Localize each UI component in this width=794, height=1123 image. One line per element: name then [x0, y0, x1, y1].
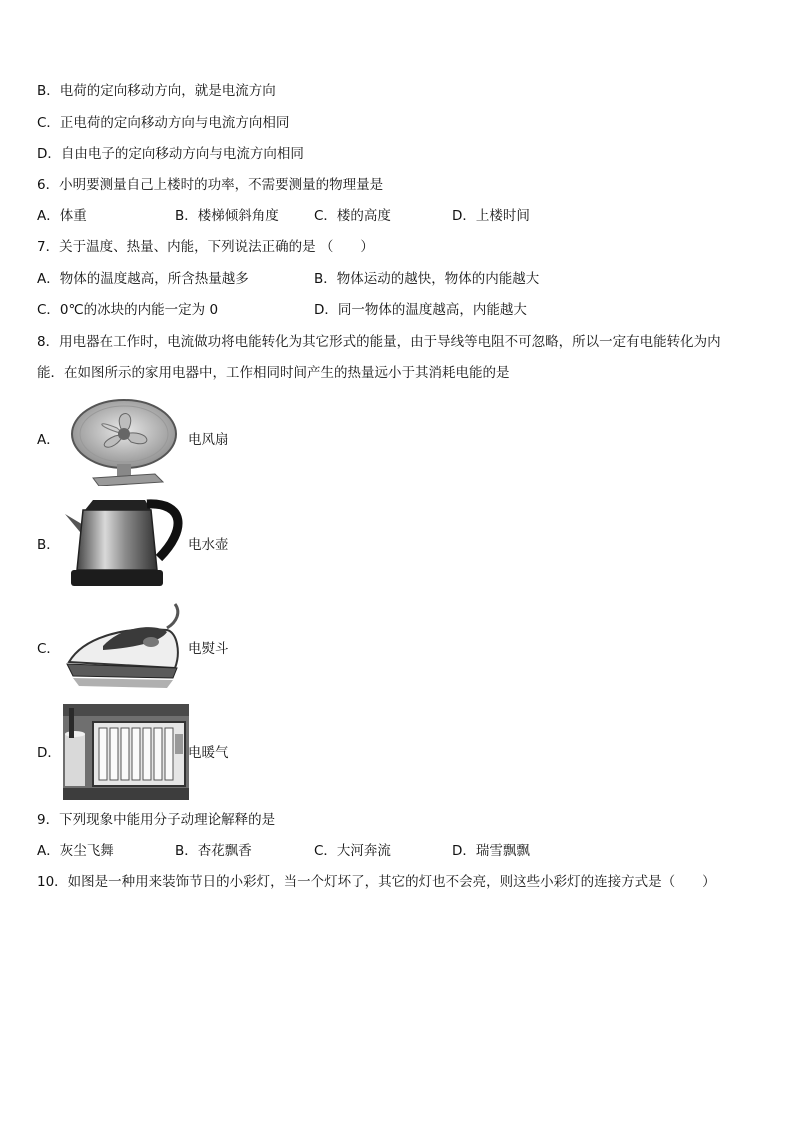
question-6: 6．小明要测量自己上楼时的功率，不需要测量的物理量是 — [37, 177, 384, 193]
q8-option-c-letter: C． — [37, 641, 60, 657]
q6-option-d: D．上楼时间 — [452, 208, 530, 224]
option-c-prev: C．正电荷的定向移动方向与电流方向相同 — [37, 115, 290, 131]
question-9: 9．下列现象中能用分子动理论解释的是 — [37, 812, 276, 828]
q6-option-a: A．体重 — [37, 208, 87, 224]
q7-option-b: B．物体运动的越快，物体的内能越大 — [314, 271, 540, 287]
question-8-line-1: 8．用电器在工作时，电流做功将电能转化为其它形式的能量，由于导线等电阻不可忽略，所以一定有电能转化为内 — [37, 334, 721, 350]
q7-option-d: D．同一物体的温度越高，内能越大 — [314, 302, 527, 318]
q9-option-c: C．大河奔流 — [314, 843, 391, 859]
q9-option-a: A．灰尘飞舞 — [37, 843, 114, 859]
electric-heater-icon — [63, 704, 189, 800]
electric-iron-icon — [63, 602, 185, 692]
q9-option-d: D．瑞雪飘飘 — [452, 843, 530, 859]
q8-option-d-letter: D． — [37, 745, 61, 761]
q8-option-c-label: 电熨斗 — [188, 641, 229, 657]
q9-option-b: B．杏花飘香 — [175, 843, 252, 859]
q6-option-c: C．楼的高度 — [314, 208, 391, 224]
question-7: 7．关于温度、热量、内能，下列说法正确的是 （ ） — [37, 239, 374, 255]
q8-option-b-label: 电水壶 — [188, 537, 229, 553]
q6-option-b: B．楼梯倾斜角度 — [175, 208, 279, 224]
option-b-prev: B．电荷的定向移动方向，就是电流方向 — [37, 83, 276, 99]
option-d-prev: D．自由电子的定向移动方向与电流方向相同 — [37, 146, 304, 162]
electric-kettle-icon — [63, 496, 185, 590]
q8-option-a-letter: A． — [37, 432, 60, 448]
q8-option-a-label: 电风扇 — [188, 432, 229, 448]
q8-option-b-letter: B． — [37, 537, 60, 553]
electric-fan-icon — [63, 398, 185, 486]
question-10: 10．如图是一种用来装饰节日的小彩灯，当一个灯坏了，其它的灯也不会亮，则这些小彩灯的连接方式是（ ） — [37, 874, 716, 890]
question-8-line-2: 能．在如图所示的家用电器中，工作相同时间产生的热量远小于其消耗电能的是 — [37, 365, 510, 381]
q7-option-a: A．物体的温度越高，所含热量越多 — [37, 271, 249, 287]
q7-option-c: C．0℃的冰块的内能一定为 0 — [37, 302, 219, 318]
q8-option-d-label: 电暖气 — [188, 745, 229, 761]
